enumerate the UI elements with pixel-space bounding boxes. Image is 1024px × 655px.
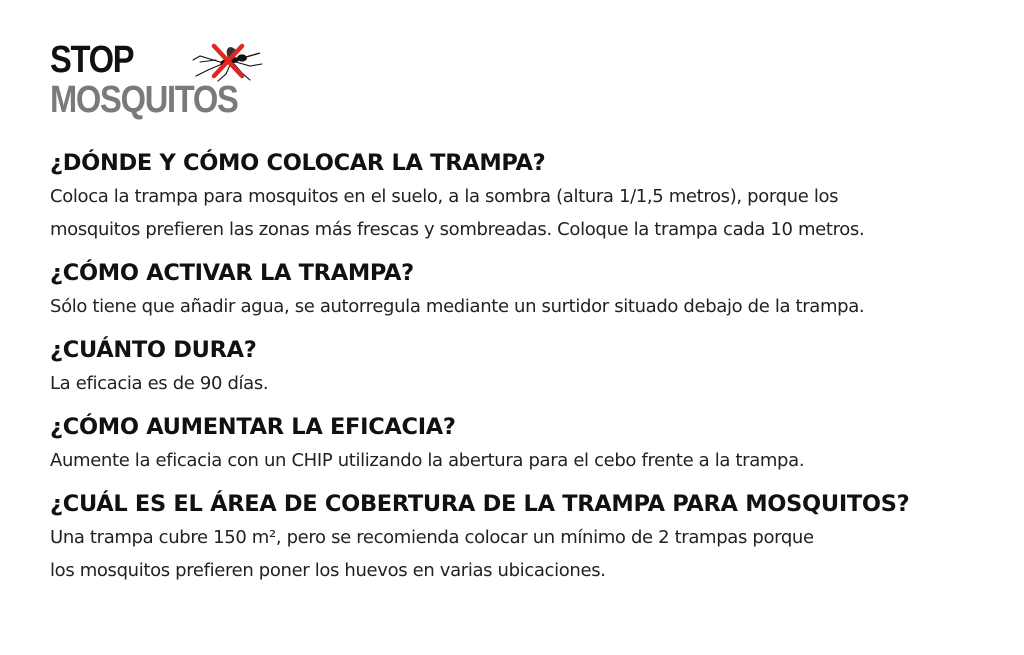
faq-answer-line: Sólo tiene que añadir agua, se autorregula mediante un surtidor situado debajo de la trampa. bbox=[50, 296, 865, 317]
faq-content bbox=[50, 146, 990, 587]
faq-question: ¿DÓNDE Y CÓMO COLOCAR LA TRAMPA? bbox=[50, 150, 546, 176]
stop-mosquitos-logo bbox=[50, 40, 270, 130]
faq-question: ¿CUÁL ES EL ÁREA DE COBERTURA DE LA TRAMPA PARA MOSQUITOS? bbox=[50, 491, 910, 517]
faq-answer-line: los mosquitos prefieren poner los huevos en varias ubicaciones. bbox=[50, 560, 606, 581]
faq-question: ¿CUÁNTO DURA? bbox=[50, 337, 257, 363]
crossed-out-mosquito-icon bbox=[190, 40, 266, 82]
faq-section-duration bbox=[50, 333, 990, 400]
logo-mosquitos-text: MOSQUITOS bbox=[50, 79, 238, 121]
faq-section-activation bbox=[50, 256, 990, 323]
faq-question: ¿CÓMO ACTIVAR LA TRAMPA? bbox=[50, 260, 414, 286]
logo-stop-text: STOP bbox=[50, 39, 134, 81]
faq-answer-line: La eficacia es de 90 días. bbox=[50, 373, 269, 394]
faq-answer-line: Una trampa cubre 150 m², pero se recomienda colocar un mínimo de 2 trampas porque bbox=[50, 527, 814, 548]
faq-question: ¿CÓMO AUMENTAR LA EFICACIA? bbox=[50, 414, 456, 440]
faq-answer-line: Coloca la trampa para mosquitos en el suelo, a la sombra (altura 1/1,5 metros), porque los bbox=[50, 186, 839, 207]
faq-section-placement bbox=[50, 146, 990, 246]
faq-section-coverage bbox=[50, 487, 990, 587]
faq-answer-line: Aumente la eficacia con un CHIP utilizando la abertura para el cebo frente a la trampa. bbox=[50, 450, 805, 471]
faq-section-efficacy bbox=[50, 410, 990, 477]
faq-answer-line: mosquitos prefieren las zonas más frescas y sombreadas. Coloque la trampa cada 10 metros. bbox=[50, 219, 865, 240]
